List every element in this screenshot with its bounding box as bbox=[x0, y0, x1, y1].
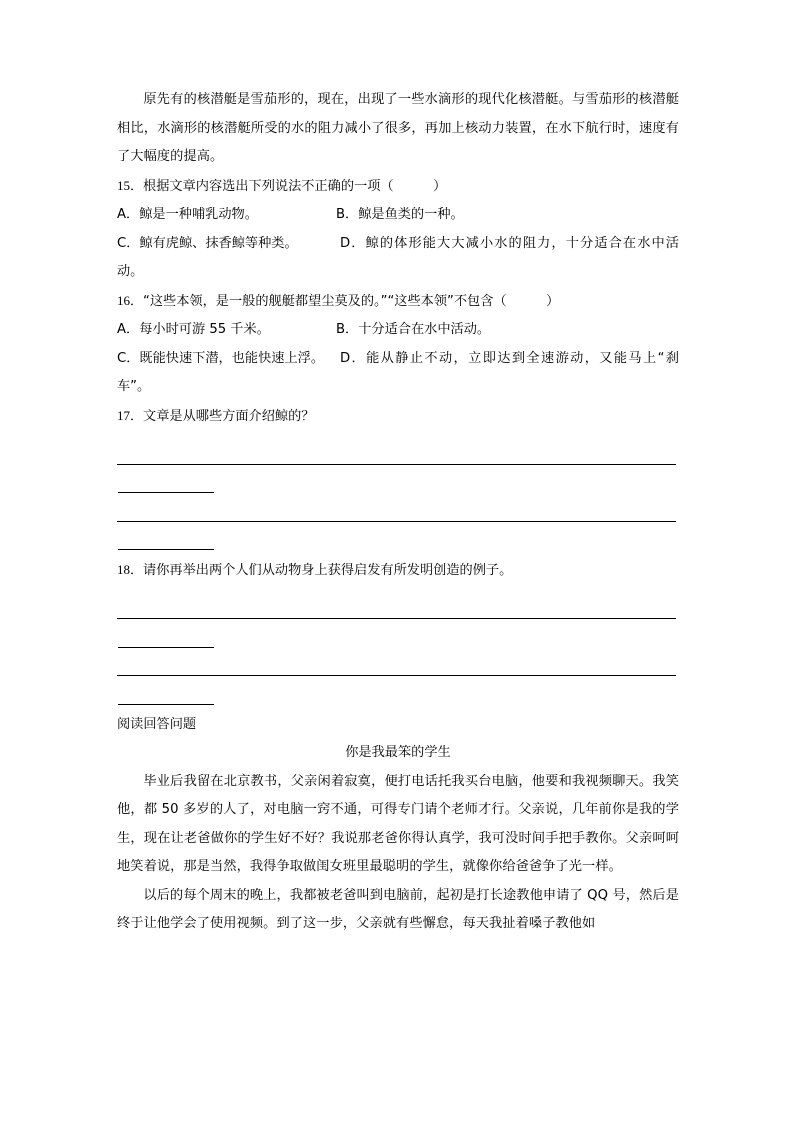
question-17-answer-area[interactable] bbox=[117, 431, 679, 556]
answer-rule-short[interactable] bbox=[117, 682, 679, 711]
question-18-number: 18． bbox=[117, 562, 144, 577]
question-15-option-d[interactable]: D．鲸的体形能大大减小水的阻力，十分适合在水中活动。 bbox=[117, 235, 679, 279]
answer-gap bbox=[117, 431, 679, 442]
reading-article-title: 你是我最笨的学生 bbox=[345, 745, 451, 760]
question-16-option-d[interactable]: D．能从静止不动，立即达到全速游动，又能马上“刹车”。 bbox=[117, 350, 679, 394]
question-16-stem bbox=[117, 287, 679, 317]
reading-paragraph-2: 以后的每个周末的晚上，我都被老爸叫到电脑前，起初是打长途教他申请了 QQ 号，然后是终于让他学会了使用视频。到了这一步，父亲就有些懈怠，每天我扯着嗓子教他如 bbox=[117, 887, 679, 931]
passage-tail-paragraph: 原先有的核潜艇是雪茄形的，现在，出现了一些水滴形的现代化核潜艇。与雪茄形的核潜艇相比，水滴形的核潜艇所受的水的阻力减小了很多，再加上核动力装置，在水下航行时，速度有了大幅度的提高。 bbox=[117, 92, 679, 164]
question-16-option-c[interactable]: C．既能快速下潜，也能快速上浮。 bbox=[117, 350, 325, 366]
reading-paragraph-1: 毕业后我留在北京教书，父亲闲着寂寞，便打电话托我买台电脑，他要和我视频聊天。我笑他，都 50 多岁的人了，对电脑一窍不通，可得专门请个老师才行。父亲说，几年前你是我的学生，现在让老爸做你的学生好不好？我说那老爸你得认真学，我可没时间手把手教你。父亲呵呵地笑着说，那是当然，我得争取做闺女班里最聪明的学生，就像你给爸爸争了光一样。 bbox=[117, 773, 679, 874]
answer-rule-long[interactable] bbox=[117, 499, 679, 528]
answer-rule-short[interactable] bbox=[117, 471, 679, 500]
question-16-options-row-1 bbox=[117, 316, 679, 345]
question-15-option-c[interactable]: C．鲸有虎鲸、抹香鲸等种类。 bbox=[117, 235, 298, 251]
question-16-option-a[interactable]: A．每小时可游 55 千米。 bbox=[117, 322, 270, 337]
question-16-options-row-2 bbox=[117, 345, 679, 402]
question-15-options-row-2 bbox=[117, 230, 679, 287]
question-15-options-row-1 bbox=[117, 201, 679, 230]
question-18-answer-area[interactable] bbox=[117, 586, 679, 711]
answer-rule-long[interactable] bbox=[117, 654, 679, 683]
question-16-number: 16． bbox=[117, 292, 144, 308]
question-15-option-b[interactable]: B．鲸是鱼类的一种。 bbox=[336, 207, 464, 222]
answer-rule-long[interactable] bbox=[117, 597, 679, 626]
question-17-stem-text: 文章是从哪些方面介绍鲸的？ bbox=[143, 408, 315, 424]
answer-rule-long[interactable] bbox=[117, 442, 679, 471]
answer-gap bbox=[117, 586, 679, 597]
reading-instruction: 阅读回答问题 bbox=[117, 716, 197, 732]
question-18-stem-text: 请你再举出两个人们从动物身上获得启发有所发明创造的例子。 bbox=[143, 563, 513, 578]
question-15-option-a[interactable]: A．鲸是一种哺乳动物。 bbox=[117, 207, 258, 222]
question-18-stem bbox=[117, 556, 679, 586]
question-15-stem bbox=[117, 172, 679, 202]
question-16-stem-text: “这些本领，是一般的舰艇都望尘莫及的。”“这些本领”不包含（ ） bbox=[143, 293, 560, 309]
page-content bbox=[117, 86, 679, 939]
question-15-number: 15． bbox=[117, 177, 144, 193]
question-16-option-b[interactable]: B．十分适合在水中活动。 bbox=[336, 322, 491, 337]
answer-rule-short[interactable] bbox=[117, 625, 679, 654]
question-15-stem-text: 根据文章内容选出下列说法不正确的一项（ ） bbox=[143, 178, 447, 194]
answer-rule-short[interactable] bbox=[117, 528, 679, 557]
question-17-stem bbox=[117, 402, 679, 432]
question-17-number: 17． bbox=[117, 407, 144, 423]
